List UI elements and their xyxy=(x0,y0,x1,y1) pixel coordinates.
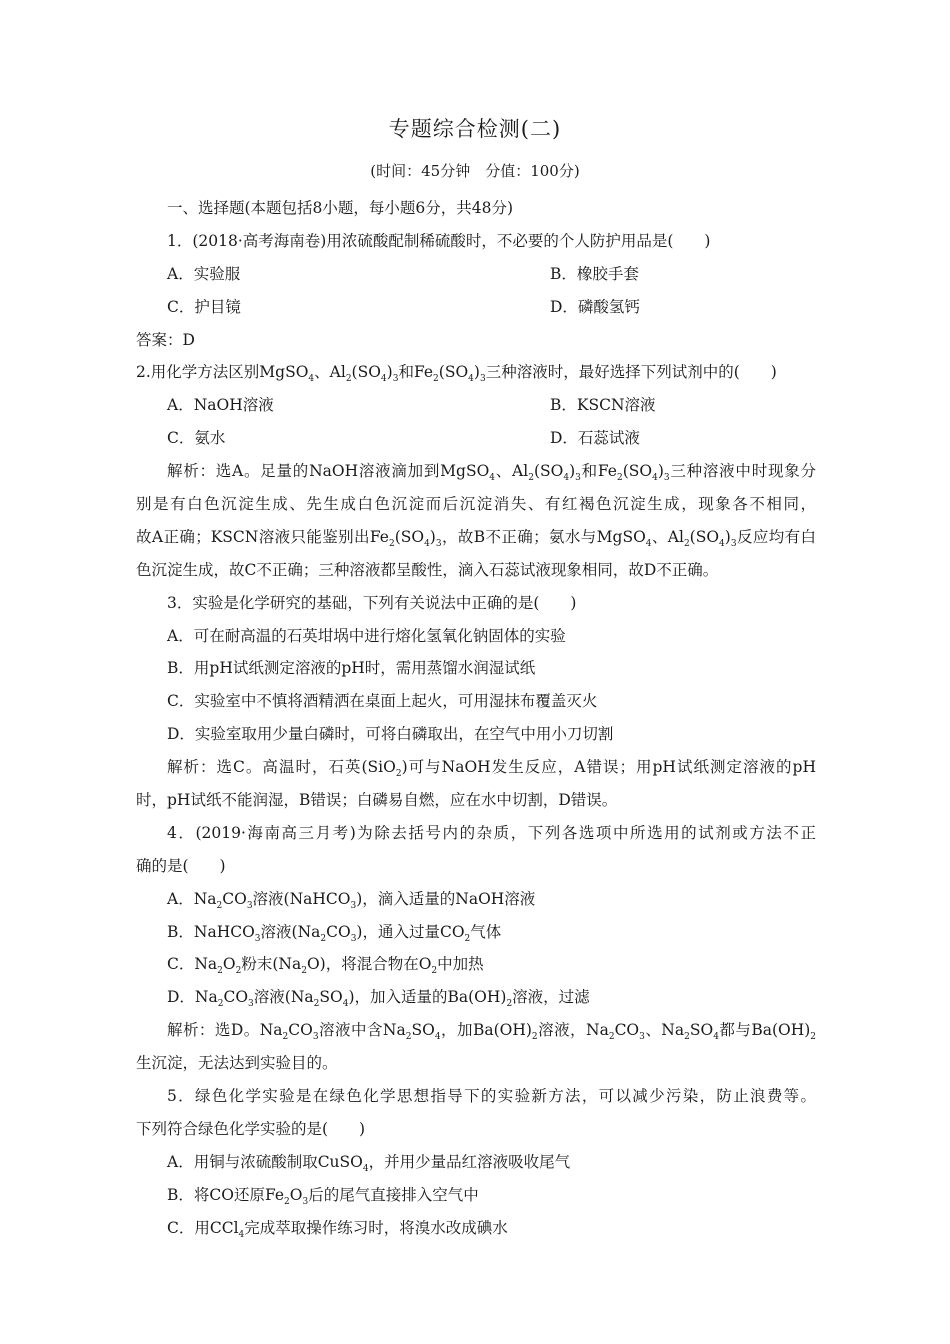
option-c: C．用CCl$_4$完成萃取操作练习时，将溴水改成碘水 xyxy=(167,1218,508,1240)
question-1-answer: 答案：D xyxy=(136,330,195,349)
option-b: B．KSCN溶液 xyxy=(550,396,656,415)
question-5-stem-line-2: 下列符合绿色化学实验的是( ) xyxy=(136,1119,366,1138)
question-4-stem-line-1: 4．(2019·海南高三月考)为除去括号内的杂质，下列各选项中所选用的试剂或方法不正 xyxy=(167,823,816,842)
option-d: D．磷酸氢钙 xyxy=(550,297,640,316)
option-b: B．橡胶手套 xyxy=(550,264,639,283)
option-c: C．护目镜 xyxy=(167,297,241,316)
option-c: C．$Na_2O_2$粉末$(Na_2O)$，将混合物在$O_2$中加热 xyxy=(167,955,484,977)
question-2-stem: 2.用化学方法区别MgSO$_4$、$Al_2(SO_4)_3$和$Fe_2(SO_4)_3$三种溶液时，最好选择下列试剂中的( ) xyxy=(136,363,777,385)
question-2-analysis-line-3: 故A正确；KSCN溶液只能鉴别出$Fe_2(SO_4)_3$，故B不正确；氨水与MgSO$_4$、$Al_2(SO_4)_3$反应均有白 xyxy=(136,527,816,549)
question-5-stem-line-1: 5．绿色化学实验是在绿色化学思想指导下的实验新方法，可以减少污染，防止浪费等。 xyxy=(167,1087,816,1106)
document-body xyxy=(136,192,816,1245)
option-d: D．实验室取用少量白磷时，可将白磷取出，在空气中用小刀切割 xyxy=(167,725,614,744)
option-c: C．氨水 xyxy=(167,429,226,448)
question-2-analysis-line-1: 解析：选A。足量的NaOH溶液滴加到MgSO$_4$、$Al_2(SO_4)_3$和$Fe_2(SO_4)_3$三种溶液中时现象分 xyxy=(167,462,816,484)
question-2-analysis-line-4: 色沉淀生成，故C不正确；三种溶液都呈酸性，滴入石蕊试液现象相同，故D不正确。 xyxy=(136,560,719,579)
option-b: B．NaHCO$_3$溶液$(Na_2CO_3)$，通入过量$CO_2$气体 xyxy=(167,922,502,944)
question-2-options-row-2 xyxy=(136,422,816,455)
question-3-analysis-line-2: 时，pH试纸不能润湿，B错误；白磷易自燃，应在水中切割，D错误。 xyxy=(136,791,618,810)
question-1-options-row-2 xyxy=(136,291,816,324)
page-title: 专题综合检测(二) xyxy=(388,117,562,141)
question-1-options-row-1 xyxy=(136,258,816,291)
option-a: A．NaOH溶液 xyxy=(167,396,274,415)
question-4-stem-line-2: 确的是( ) xyxy=(136,856,226,875)
question-4-analysis-line-2: 生沉淀，无法达到实验目的。 xyxy=(136,1054,338,1073)
option-c: C．实验室中不慎将酒精洒在桌面上起火，可用湿抹布覆盖灭火 xyxy=(167,692,598,711)
option-d: D．$Na_2CO_3$溶液$(Na_2SO_4)$，加入适量的$Ba(OH)_2$溶液，过滤 xyxy=(167,988,590,1010)
option-b: B．将CO还原$Fe_2O_3$后的尾气直接排入空气中 xyxy=(167,1185,479,1207)
option-d: D．石蕊试液 xyxy=(550,429,640,448)
question-1-stem: 1．(2018·高考海南卷)用浓硫酸配制稀硫酸时，不必要的个人防护用品是( ) xyxy=(167,231,711,250)
section-heading: 一、选择题(本题包括8小题，每小题6分，共48分) xyxy=(167,199,514,217)
question-4-analysis-line-1: 解析：选D。$Na_2CO_3$溶液中含$Na_2SO_4$，加$Ba(OH)_2$溶液，$Na_2CO_3$、$Na_2SO_4$都与$Ba(OH)_2$ xyxy=(167,1021,816,1043)
question-3-stem: 3．实验是化学研究的基础，下列有关说法中正确的是( ) xyxy=(167,593,577,612)
question-3-analysis-line-1: 解析：选C。高温时，石英(SiO$_2$)可与NaOH发生反应，A错误；用pH试纸测定溶液的pH xyxy=(167,758,816,780)
question-2-analysis-line-2: 别是有白色沉淀生成、先生成白色沉淀而后沉淀消失、有红褐色沉淀生成，现象各不相同， xyxy=(136,495,816,514)
option-b: B．用pH试纸测定溶液的pH时，需用蒸馏水润湿试纸 xyxy=(167,659,536,678)
option-a: A．$Na_2CO_3$溶液(NaHCO$_3$)，滴入适量的NaOH溶液 xyxy=(167,889,536,911)
option-a: A．用铜与浓硫酸制取CuSO$_4$，并用少量品红溶液吸收尾气 xyxy=(167,1152,571,1174)
option-a: A．可在耐高温的石英坩埚中进行熔化氢氧化钠固体的实验 xyxy=(167,626,566,645)
page-subtitle: (时间：45分钟 分值：100分) xyxy=(370,162,580,180)
option-a: A．实验服 xyxy=(167,264,241,283)
question-2-options-row-1 xyxy=(136,389,816,422)
